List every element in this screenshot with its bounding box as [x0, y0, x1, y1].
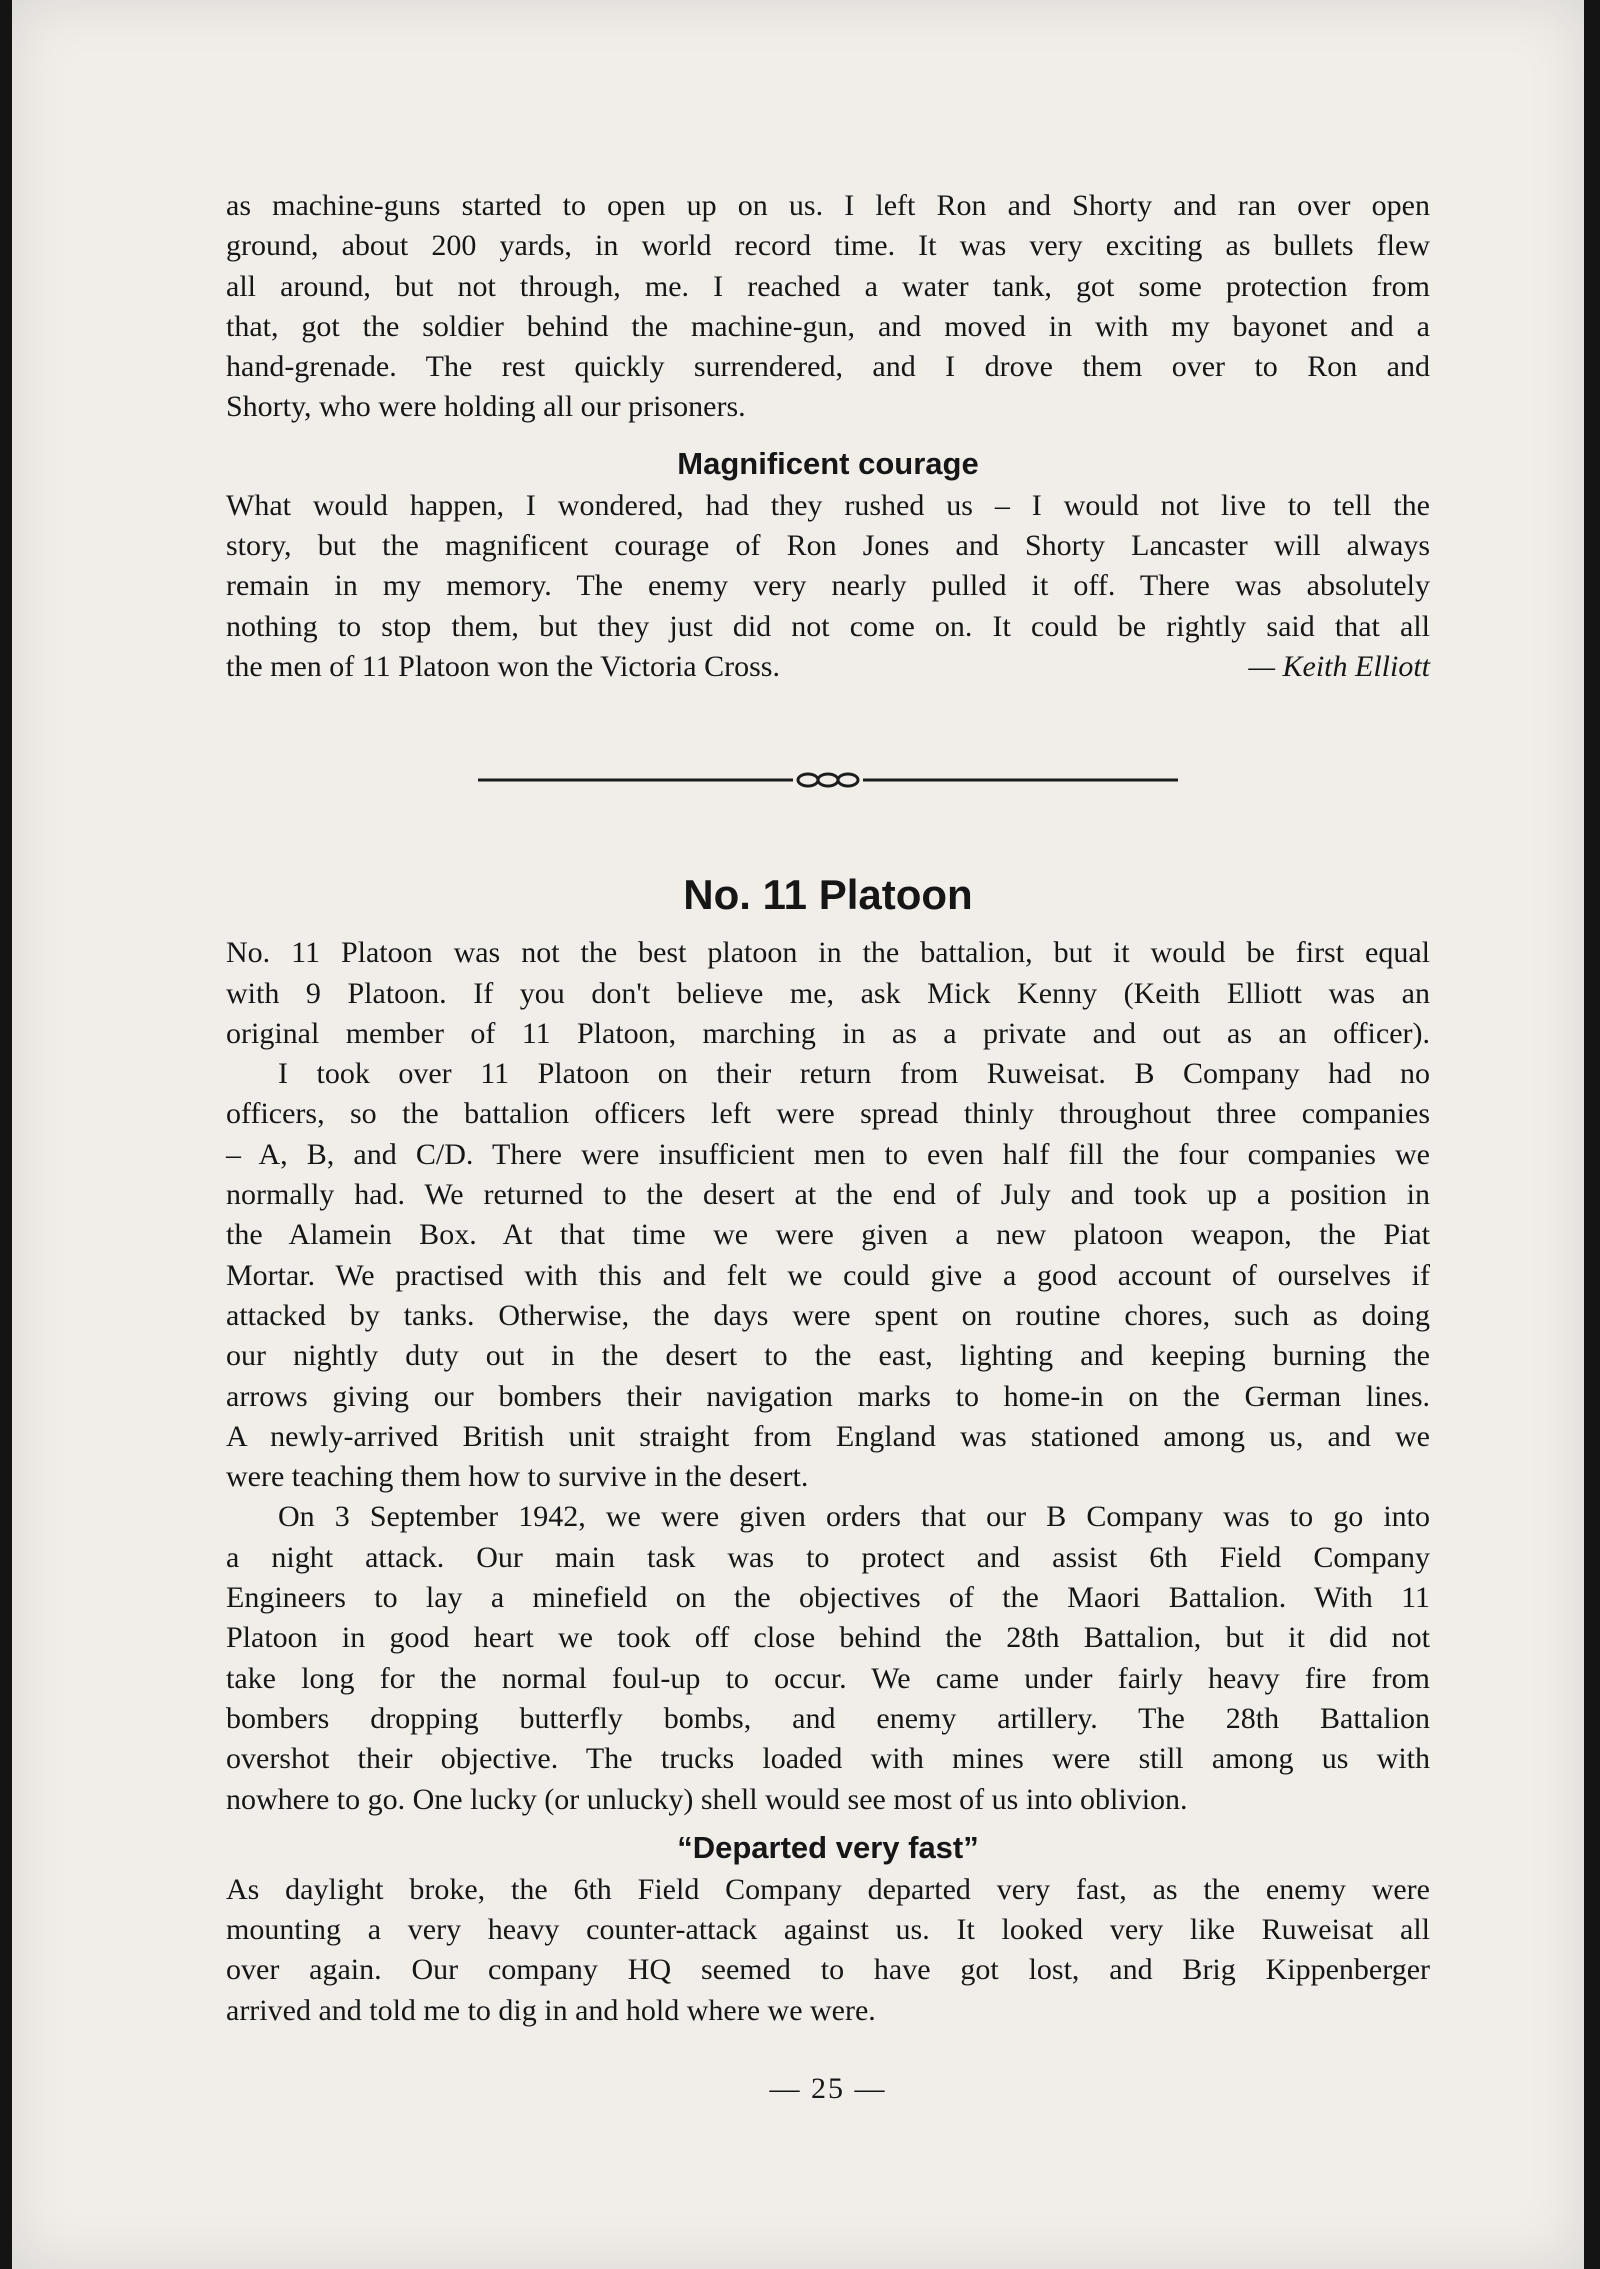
text-line: arrived and told me to dig in and hold where we were. [226, 1993, 876, 2027]
platoon-paragraph-3 [226, 1497, 1430, 1819]
text-line: No. 11 Platoon was not the best platoon in the battalion, but it would be first equal [226, 936, 1430, 970]
text-line: over again. Our company HQ seemed to have got lost, and Brig Kippenberger [226, 1953, 1430, 1987]
text-line: Shorty, who were holding all our prisoners. [226, 390, 746, 424]
text-line: Platoon in good heart we took off close behind the 28th Battalion, but it did not [226, 1621, 1430, 1655]
courage-paragraph [226, 486, 1430, 687]
page-number: — 25 — [769, 2071, 887, 2105]
text-line: normally had. We returned to the desert at the end of July and took up a position in [226, 1178, 1430, 1212]
chapter-title: No. 11 Platoon [683, 871, 973, 919]
text-line: nothing to stop them, but they just did not come on. It could be rightly said that all [226, 609, 1430, 643]
book-page [12, 0, 1584, 2269]
section-heading-magnificent-courage: Magnificent courage [677, 445, 979, 481]
text-line: a night attack. Our main task was to protect and assist 6th Field Company [226, 1540, 1430, 1574]
text-line: bombers dropping butterfly bombs, and enemy artillery. The 28th Battalion [226, 1701, 1430, 1735]
text-line: with 9 Platoon. If you don't believe me, ask Mick Kenny (Keith Elliott was an [226, 976, 1430, 1010]
text-line: take long for the normal foul-up to occur. We came under fairly heavy fire from [226, 1661, 1430, 1695]
text-line: mounting a very heavy counter-attack against us. It looked very like Ruweisat all [226, 1913, 1430, 1947]
text-line: A newly-arrived British unit straight from England was stationed among us, and we [226, 1419, 1430, 1453]
text-line [226, 647, 1430, 687]
text-line: officers, so the battalion officers left were spread thinly throughout three companies [226, 1097, 1430, 1131]
text-line: attacked by tanks. Otherwise, the days were spent on routine chores, such as doing [226, 1298, 1430, 1332]
text-line: As daylight broke, the 6th Field Company departed very fast, as the enemy were [226, 1872, 1430, 1906]
text-line: – A, B, and C/D. There were insufficient men to even half fill the four companies we [226, 1137, 1430, 1171]
opening-paragraph [226, 186, 1430, 428]
platoon-paragraph-1 [226, 933, 1430, 1054]
text-line: remain in my memory. The enemy very nearly pulled it off. There was absolutely [226, 569, 1430, 603]
text-line: I took over 11 Platoon on their return from Ruweisat. B Company had no [278, 1057, 1430, 1091]
text-line: the Alamein Box. At that time we were given a new platoon weapon, the Piat [226, 1218, 1430, 1252]
text-line: all around, but not through, me. I reached a water tank, got some protection from [226, 269, 1430, 303]
text-line: overshot their objective. The trucks loaded with mines were still among us with [226, 1742, 1430, 1776]
text-line: story, but the magnificent courage of Ron Jones and Shorty Lancaster will always [226, 529, 1430, 563]
platoon-paragraph-2 [226, 1054, 1430, 1497]
text-line: Mortar. We practised with this and felt we could give a good account of ourselves if [226, 1258, 1430, 1292]
author-signature: — Keith Elliott [1248, 649, 1430, 683]
text-line: as machine-guns started to open up on us. I left Ron and Shorty and ran over open [226, 189, 1430, 222]
text-line: arrows giving our bombers their navigation marks to home-in on the German lines. [226, 1379, 1430, 1413]
text-line-end: the men of 11 Platoon won the Victoria Cross. [226, 649, 780, 683]
text-line: On 3 September 1942, we were given orders that our B Company was to go into [278, 1500, 1430, 1534]
text-line: our nightly duty out in the desert to the east, lighting and keeping burning the [226, 1339, 1430, 1373]
daylight-paragraph [226, 1870, 1430, 2031]
section-divider-ornament [478, 765, 1178, 795]
text-line: ground, about 200 yards, in world record time. It was very exciting as bullets flew [226, 229, 1430, 263]
text-line: original member of 11 Platoon, marching in as a private and out as an officer). [226, 1016, 1430, 1050]
text-line: Engineers to lay a minefield on the objectives of the Maori Battalion. With 11 [226, 1581, 1430, 1615]
section-heading-departed-very-fast: “Departed very fast” [677, 1829, 979, 1865]
text-line: were teaching them how to survive in the desert. [226, 1460, 809, 1494]
text-line: nowhere to go. One lucky (or unlucky) shell would see most of us into oblivion. [226, 1782, 1188, 1816]
text-line: What would happen, I wondered, had they rushed us – I would not live to tell the [226, 488, 1430, 522]
text-line: that, got the soldier behind the machine-gun, and moved in with my bayonet and a [226, 309, 1430, 343]
page-content [226, 178, 1430, 2109]
text-line: hand-grenade. The rest quickly surrendered, and I drove them over to Ron and [226, 350, 1430, 384]
